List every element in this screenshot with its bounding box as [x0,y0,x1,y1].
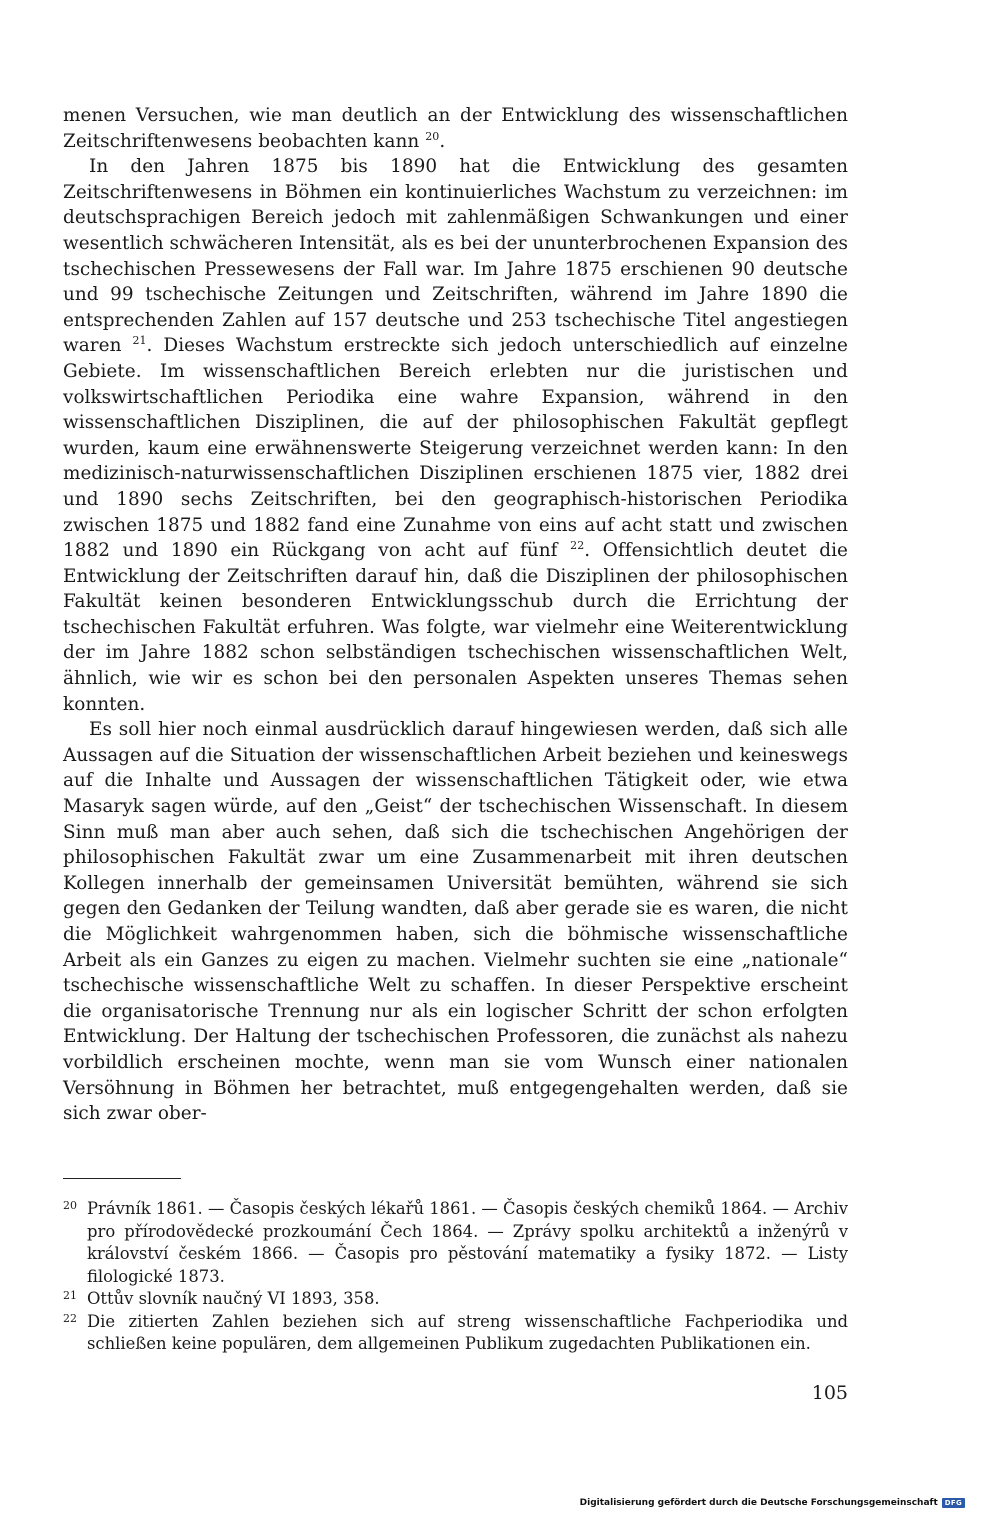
dfg-logo-icon: DFG [942,1498,965,1508]
footnote-21 [63,1288,848,1311]
footnote-text: Právník 1861. — Časopis českých lékařů 1861. — Časopis českých chemiků 1864. — Archiv pro přírodovědecké prozkoumání Čech 1864. — Zprávy spolku architektů a inženýrů v království českém 1866. — Časopis pro pěstování matematiky a fysiky 1872. — Listy filologické 1873. [87,1199,848,1286]
paragraph-text: . [439,130,446,152]
paragraph-2 [63,154,848,717]
paragraph-1 [63,103,848,154]
footnote-number: 20 [63,1199,77,1212]
digitization-credit [580,1498,965,1508]
footnote-text: Die zitierten Zahlen beziehen sich auf streng wissenschaftliche Fachperiodika und schließen keine populären, dem allgemeinen Publikum zugedachten Publikationen ein. [87,1311,848,1353]
footnote-number: 22 [63,1311,77,1325]
credit-text: Digitalisierung gefördert durch die Deutsche Forschungsgemeinschaft [579,1498,938,1508]
footnote-ref-21[interactable]: 21 [132,334,147,348]
footnote-number: 21 [63,1289,77,1302]
footnote-text: Ottův slovník naučný VI 1893, 358. [87,1289,380,1308]
page-number: 105 [811,1382,848,1404]
main-text [63,103,848,1127]
paragraph-text: . Offensichtlich deutet die Entwicklung der Zeitschriften darauf hin, daß die Disziplinen der philosophischen Fakultät keinen besonderen Entwicklungsschub durch die Errichtung der tschechischen Fakultät erfuhren. Was folgte, war vielmehr eine Weiterentwicklung der im Jahre 1882 schon selbständigen tschechischen wissenschaftlichen Welt, ähnlich, wie wir es schon bei den personalen Aspekten unseres Themas sehen konnten. [63,540,848,715]
footnote-20 [63,1198,848,1288]
paragraph-text: In den Jahren 1875 bis 1890 hat die Entwicklung des gesamten Zeitschriftenwesens in Böhmen ein kontinuierliches Wachstum zu verzeichnen: im deutschsprachigen Bereich jedoch mit zahlenmäßigen Schwankungen und einer wesentlich schwächeren Intensität, als es bei der ununterbrochenen Expansion des tschechischen Pressewesens der Fall war. Im Jahre 1875 erschienen 90 deutsche und 99 tschechische Zeitungen und Zeitschriften, während im Jahre 1890 die entsprechenden Zahlen auf 157 deutsche und 253 tschechische Titel angestiegen waren [63,156,848,357]
footnotes [63,1198,848,1356]
paragraph-text: menen Versuchen, wie man deutlich an der Entwicklung des wissenschaftlichen Zeitschriftenwesens beobachten kann [63,105,848,152]
paragraph-text: . Dieses Wachstum erstreckte sich jedoch unterschiedlich auf einzelne Gebiete. Im wissenschaftlichen Bereich erlebten nur die juristischen und volkswirtschaftlichen Periodika eine wahre Expansion, während in den wissenschaftlichen Disziplinen, die auf der philosophischen Fakultät gepflegt wurden, kaum eine erwähnenswerte Steigerung verzeichnet werden kann: In den medizinisch-naturwissenschaftlichen Disziplinen erschienen 1875 vier, 1882 drei und 1890 sechs Zeitschriften, bei den geographisch-historischen Periodika zwischen 1875 und 1882 fand eine Zunahme von eins auf acht statt und zwischen 1882 und 1890 ein Rückgang von acht auf fünf [63,335,848,562]
footnote-ref-22[interactable]: 22 [570,539,585,553]
paragraph-3: Es soll hier noch einmal ausdrücklich darauf hingewiesen werden, daß sich alle Aussagen auf die Situation der wissenschaftlichen Arbeit beziehen und keineswegs auf die Inhalte und Aussagen der wissenschaftlichen Tätigkeit oder, wie etwa Masaryk sagen würde, auf den „Geist“ der tschechischen Wissenschaft. In diesem Sinn muß man aber auch sehen, daß sich die tschechischen Angehörigen der philosophischen Fakultät zwar um eine Zusammenarbeit mit ihren deutschen Kollegen innerhalb der gemeinsamen Universität bemühten, während sie sich gegen den Gedanken der Teilung wandten, daß aber gerade sie es waren, die nicht die Möglichkeit wahrgenommen haben, sich die böhmische wissenschaftliche Arbeit als ein Ganzes zu eigen zu machen. Vielmehr suchten sie eine „nationale“ tschechische wissenschaftliche Welt zu schaffen. In dieser Perspektive erscheint die organisatorische Trennung nur als ein logischer Schritt der schon erfolgten Entwicklung. Der Haltung der tschechischen Professoren, die zunächst als nahezu vorbildlich erscheinen mochte, wenn man sie vom Wunsch einer nationalen Versöhnung in Böhmen her betrachtet, muß entgegengehalten werden, daß sie sich zwar ober- [63,719,848,1125]
footnote-divider [63,1178,181,1179]
footnote-22 [63,1311,848,1356]
footnote-ref-20[interactable]: 20 [425,129,440,143]
